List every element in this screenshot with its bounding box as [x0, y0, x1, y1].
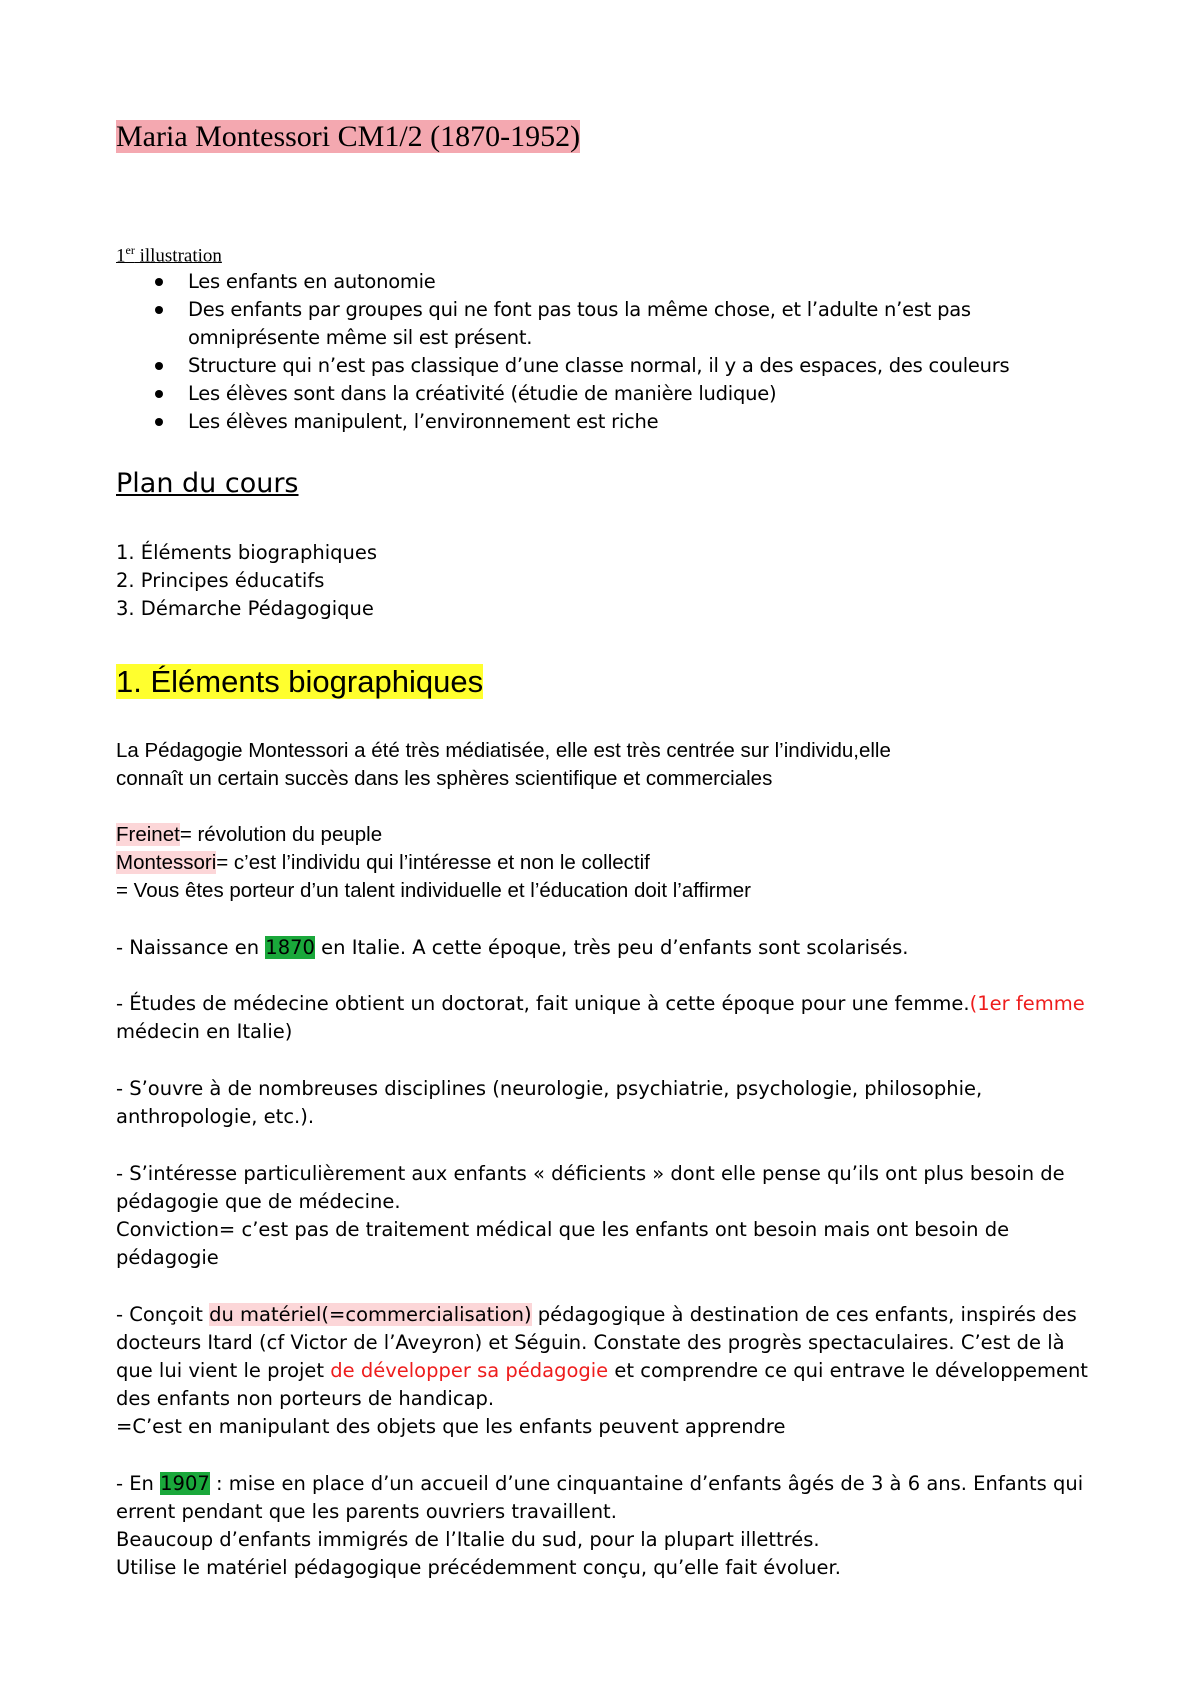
intro-line: connaît un certain succès dans les sphères scientifique et commerciales — [116, 767, 773, 790]
year-1870-highlight: 1870 — [265, 936, 315, 959]
concoit-line — [116, 1359, 1088, 1382]
freinet-label: Freinet — [116, 823, 180, 846]
bullet-dot — [155, 390, 163, 398]
montessori-text: = c’est l’individu qui l’intéresse et non le collectif — [216, 851, 650, 874]
bullet-dot — [155, 306, 163, 314]
document-title — [116, 118, 582, 158]
concoit-text: pédagogique à destination de ces enfants, inspirés des — [531, 1303, 1077, 1326]
concoit-line: docteurs Itard (cf Victor de l’Aveyron) et Séguin. Constate des progrès spectaculaires. C’est de là — [116, 1331, 1065, 1354]
ouvre-line: anthropologie, etc.). — [116, 1105, 315, 1128]
en1907-line: Beaucoup d’enfants immigrés de l’Italie du sud, pour la plupart illettrés. — [116, 1528, 820, 1551]
en1907-line: Utilise le matériel pédagogique précédemment conçu, qu’elle fait évoluer. — [116, 1556, 841, 1579]
manipulant-line: =C’est en manipulant des objets que les enfants peuvent apprendre — [116, 1415, 786, 1438]
en1907-line — [116, 1472, 1083, 1495]
plan-item: 3. Démarche Pédagogique — [116, 597, 374, 620]
talent-line: = Vous êtes porteur d’un talent individuelle et l’éducation doit l’affirmer — [116, 879, 751, 902]
montessori-label: Montessori — [116, 851, 217, 874]
illustration-heading — [116, 243, 222, 267]
freinet-text: = révolution du peuple — [179, 823, 383, 846]
plan-heading: Plan du cours — [116, 468, 299, 499]
illustration-sup: er — [125, 243, 135, 257]
year-1907-highlight: 1907 — [160, 1472, 210, 1495]
bullet-dot — [155, 362, 163, 370]
concoit-text: - Conçoit — [116, 1303, 210, 1326]
etudes-note-line: médecin en Italie) — [116, 1020, 293, 1043]
bullet-item: Structure qui n’est pas classique d’une classe normal, il y a des espaces, des couleurs — [188, 354, 1010, 377]
conviction-line: Conviction= c’est pas de traitement médical que les enfants ont besoin mais ont besoin de — [116, 1218, 1010, 1241]
concoit-red-text: de développer sa pédagogie — [330, 1359, 609, 1382]
montessori-line — [116, 851, 650, 875]
plan-item: 1. Éléments biographiques — [116, 541, 378, 564]
naissance-line — [116, 936, 909, 959]
freinet-line — [116, 823, 382, 847]
bullet-item-continuation: omniprésente même sil est présent. — [188, 326, 533, 349]
concoit-text: et comprendre ce qui entrave le développement — [608, 1359, 1088, 1382]
bullet-item: Des enfants par groupes qui ne font pas tous la même chose, et l’adulte n’est pas — [188, 298, 971, 321]
ouvre-line: - S’ouvre à de nombreuses disciplines (neurologie, psychiatrie, psychologie, philosophie, — [116, 1077, 983, 1100]
interesse-line: - S’intéresse particulièrement aux enfants « déficients » dont elle pense qu’ils ont plus besoin de — [116, 1162, 1065, 1185]
bullet-item: Les élèves manipulent, l’environnement est riche — [188, 410, 659, 433]
bullet-item: Les enfants en autonomie — [188, 270, 436, 293]
naissance-text: - Naissance en — [116, 936, 266, 959]
concoit-line — [116, 1303, 1077, 1326]
concoit-line: des enfants non porteurs de handicap. — [116, 1387, 495, 1410]
illustration-number: 1 — [116, 245, 126, 267]
etudes-note: (1er femme — [969, 992, 1085, 1015]
concoit-text: que lui vient le projet — [116, 1359, 331, 1382]
en1907-text: - En — [116, 1472, 161, 1495]
section-heading-highlight: 1. Éléments biographiques — [116, 664, 484, 699]
en1907-text: : mise en place d’un accueil d’une cinquantaine d’enfants âgés de 3 à 6 ans. Enfants qui — [209, 1472, 1084, 1495]
naissance-text: en Italie. A cette époque, très peu d’enfants sont scolarisés. — [314, 936, 909, 959]
etudes-text: - Études de médecine obtient un doctorat, fait unique à cette époque pour une femme. — [116, 992, 970, 1015]
en1907-line: errent pendant que les parents ouvriers travaillent. — [116, 1500, 617, 1523]
bullet-item: Les élèves sont dans la créativité (étudie de manière ludique) — [188, 382, 777, 405]
plan-item: 2. Principes éducatifs — [116, 569, 325, 592]
illustration-label: illustration — [134, 245, 222, 267]
bullet-dot — [155, 418, 163, 426]
interesse-line: pédagogie que de médecine. — [116, 1190, 401, 1213]
bullet-dot — [155, 278, 163, 286]
materiel-highlight: du matériel(=commercialisation) — [209, 1303, 532, 1326]
conviction-line: pédagogie — [116, 1246, 219, 1269]
intro-line: La Pédagogie Montessori a été très médiatisée, elle est très centrée sur l’individu,elle — [116, 739, 891, 762]
etudes-line — [116, 992, 1085, 1015]
title-highlight: Maria Montessori CM1/2 (1870-1952) — [116, 120, 581, 153]
section-heading — [114, 664, 485, 704]
